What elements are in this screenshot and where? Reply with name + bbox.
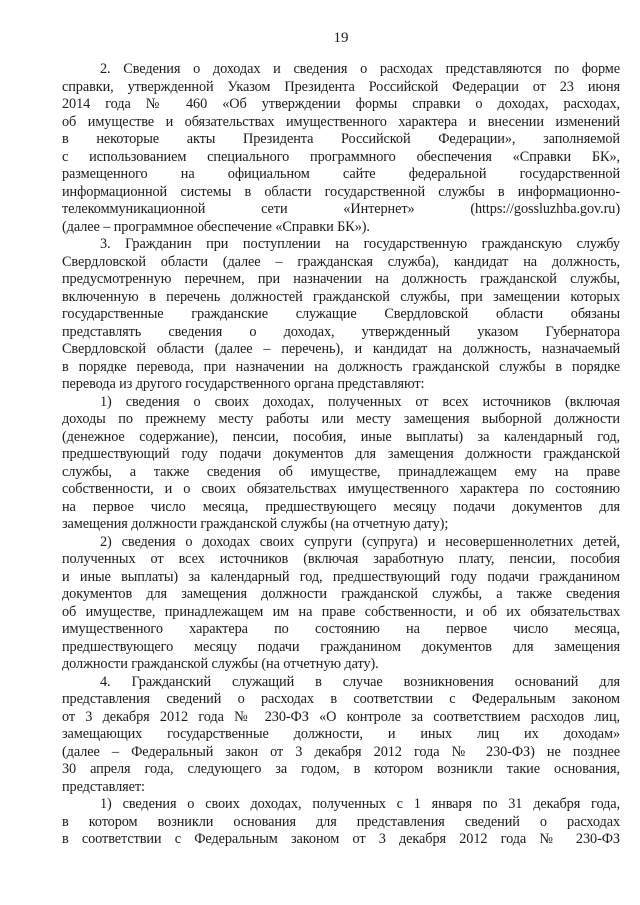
text-line-point-4: представляет: xyxy=(62,778,145,795)
text-line-point-3-sub-1: 1) сведения о своих доходах, полученных от всех источников (включая xyxy=(100,393,620,410)
text-line-point-3-sub-2: 2) сведения о доходах своих супруги (супруга) и несовершеннолетних детей, xyxy=(100,533,620,550)
text-line-point-3: предусмотренную перечнем, при назначении на должность гражданской службы, xyxy=(62,271,620,287)
text-line-point-3: государственные гражданские служащие Свердловской области обязаны xyxy=(62,306,620,322)
text-line-point-2: информационной системы в области государственной службы в информационно- xyxy=(62,183,620,200)
text-line-point-3-sub-2: документов для замещения должности гражданской службы, а также сведения xyxy=(62,586,620,602)
text-line-point-2: 2014 года № 460 «Об утверждении формы справки о доходах, расходах, xyxy=(62,96,620,112)
text-line-point-3-sub-1: замещения должности гражданской службы (на отчетную дату); xyxy=(62,516,449,532)
text-line-point-2: 2. Сведения о доходах и сведения о расходах представляются по форме xyxy=(100,61,620,77)
text-line-point-3-sub-2: об имуществе, принадлежащем им на праве собственности, и об их обязательствах xyxy=(62,603,620,620)
text-line-point-4: 30 апреля года, следующего за годом, в котором возникли такие основания, xyxy=(62,761,620,777)
text-line-point-3: Свердловской области (далее – перечень), и кандидат на должность, назначаемый xyxy=(62,341,620,357)
text-line-point-3: в порядке перевода, при назначении на должность гражданской службы в порядке xyxy=(62,358,620,375)
text-line-point-4: (далее – Федеральный закон от 3 декабря 2012 года № 230-ФЗ) не позднее xyxy=(62,743,620,760)
text-line-point-3: перевода из другого государственного органа представляют: xyxy=(62,376,425,392)
text-line-point-3-sub-2: должности гражданской службы (на отчетную дату). xyxy=(62,656,379,672)
text-line-point-2: в некоторые акты Президента Российской Федерации», заполняемой xyxy=(62,131,620,147)
text-line-point-4: 4. Гражданский служащий в случае возникновения оснований для xyxy=(100,673,620,690)
text-line-point-2: справки, утвержденной Указом Президента Российской Федерации от 23 июня xyxy=(62,78,620,95)
text-line-point-2: с использованием специального программного обеспечения «Справки БК», xyxy=(62,148,620,165)
text-line-point-3-sub-1: собственности, и о своих обязательствах имущественного характера по состоянию xyxy=(62,481,620,497)
text-line-point-4-sub-1: в котором возникли основания для представления сведений о расходах xyxy=(62,813,620,830)
text-line-point-3-sub-2: и иные выплаты) за календарный год, предшествующий году подачи гражданином xyxy=(62,568,620,585)
text-line-point-4: от 3 декабря 2012 года № 230-ФЗ «О контроле за соответствием расходов лиц, xyxy=(62,708,620,725)
text-line-point-3-sub-2: имущественного характера по состоянию на первое число месяца, xyxy=(62,621,620,637)
text-line-point-3: включенную в перечень должностей гражданской службы, при замещении которых xyxy=(62,288,620,305)
text-line-point-3: представлять сведения о доходах, утвержденный указом Губернатора xyxy=(62,323,620,340)
text-line-point-4: представления сведений о расходах в соответствии с Федеральным законом xyxy=(62,691,620,707)
text-line-point-3: Свердловской области (далее – гражданская служба), кандидат на должность, xyxy=(62,253,620,270)
text-line-point-3-sub-1: предшествующий году подачи документов для замещения должности гражданской xyxy=(62,446,620,462)
text-line-point-2: (далее – программное обеспечение «Справки БК»). xyxy=(62,218,370,235)
text-line-point-3-sub-2: предшествующего месяцу подачи гражданином документов для замещения xyxy=(62,638,620,655)
text-line-point-3: 3. Гражданин при поступлении на государственную гражданскую службу xyxy=(100,236,620,252)
text-line-point-3-sub-2: полученных от всех источников (включая заработную плату, пенсии, пособия xyxy=(62,551,620,567)
text-line-point-2: размещенного на официальном сайте федеральной государственной xyxy=(62,166,620,182)
text-line-point-3-sub-1: (денежное содержание), пенсии, пособия, иные выплаты) за календарный год, xyxy=(62,428,620,445)
text-line-point-2: телекоммуникационной сети «Интернет» (https://gossluzhba.gov.ru) xyxy=(62,201,620,217)
page-number: 19 xyxy=(333,30,349,46)
text-line-point-3-sub-1: службы, а также сведения об имуществе, принадлежащем ему на праве xyxy=(62,463,620,480)
text-line-point-2: об имуществе и обязательствах имущественного характера и внесении изменений xyxy=(62,113,620,130)
text-line-point-4: замещающих государственные должности, и иных лиц их доходам» xyxy=(62,726,620,742)
text-line-point-4-sub-1: в соответствии с Федеральным законом от 3 декабря 2012 года № 230-ФЗ xyxy=(62,831,620,847)
document-body xyxy=(62,61,620,849)
text-line-point-4-sub-1: 1) сведения о своих доходах, полученных с 1 января по 31 декабря года, xyxy=(100,796,620,812)
text-line-point-3-sub-1: на первое число месяца, предшествующего месяцу подачи документов для xyxy=(62,498,620,515)
text-line-point-3-sub-1: доходы по прежнему месту работы или месту замещения выборной должности xyxy=(62,411,620,427)
